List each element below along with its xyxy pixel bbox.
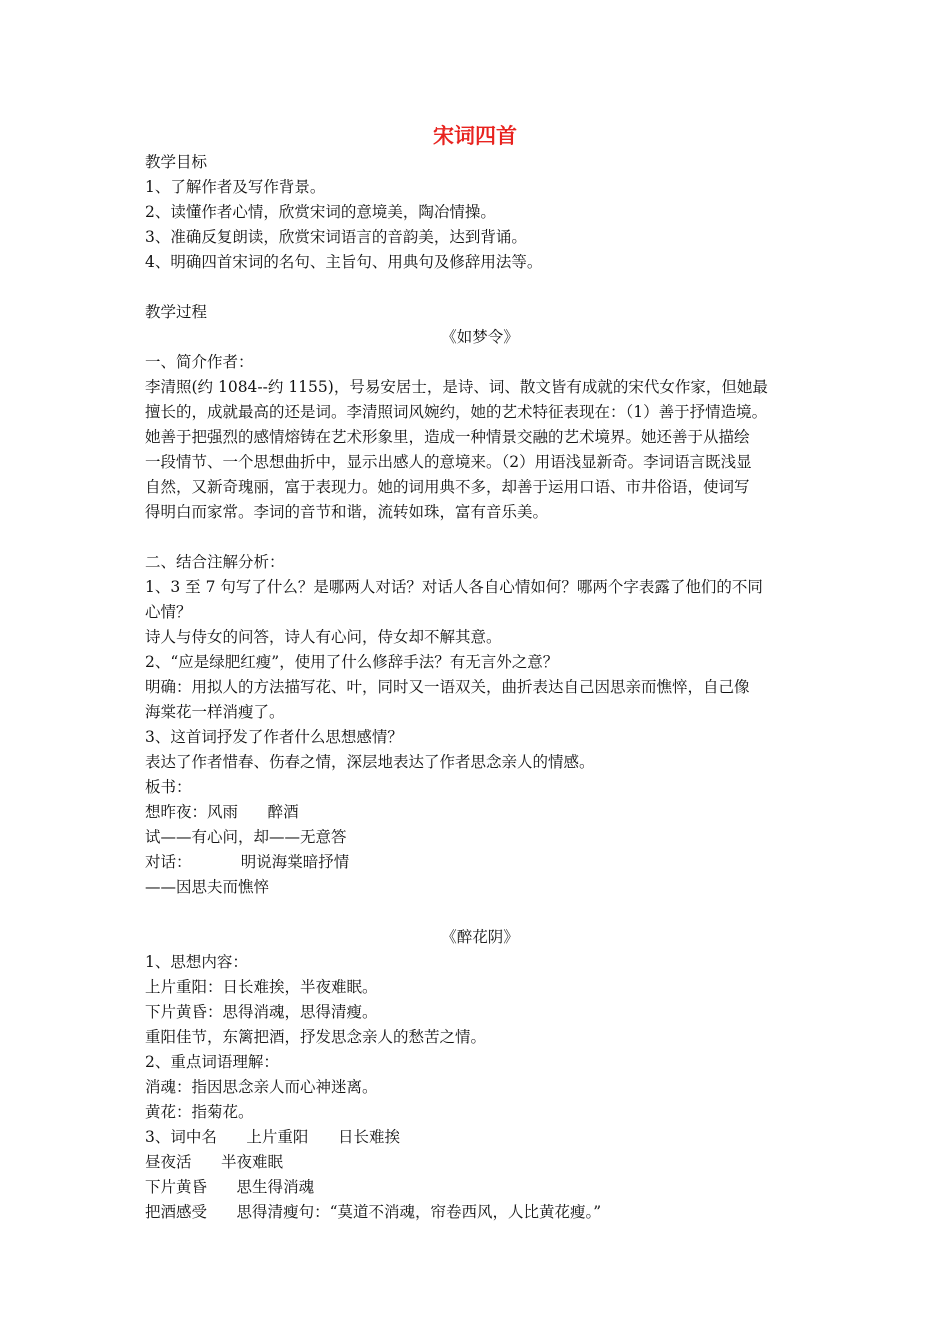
paragraph-line: 她善于把强烈的感情熔铸在艺术形象里，造成一种情景交融的艺术境界。她还善于从描绘 bbox=[145, 428, 750, 446]
objective-item: 3、准确反复朗读，欣赏宋词语言的音韵美，达到背诵。 bbox=[145, 228, 527, 246]
paragraph-line: 诗人与侍女的问答，诗人有心问，侍女却不解其意。 bbox=[145, 628, 502, 646]
spacer bbox=[145, 900, 815, 925]
paragraph-line: 昼夜活 半夜难眠 bbox=[145, 1153, 284, 1171]
paragraph-line: 海棠花一样消瘦了。 bbox=[145, 703, 285, 721]
paragraph-line: 自然，又新奇瑰丽，富于表现力。她的词用典不多，却善于运用口语、市井俗语，使词写 bbox=[145, 478, 750, 496]
section-heading: 一、简介作者： bbox=[145, 353, 254, 371]
paragraph-line: 明确：用拟人的方法描写花、叶，同时又一语双关，曲折表达自己因思亲而憔悴，自己像 bbox=[145, 678, 750, 696]
paragraph-line: 1、思想内容： bbox=[145, 953, 248, 971]
paragraph-line: 消魂：指因思念亲人而心神迷离。 bbox=[145, 1078, 378, 1096]
poem-title-zuihuayin: 《醉花阴》 bbox=[441, 928, 519, 946]
objective-item: 4、明确四首宋词的名句、主旨句、用典句及修辞用法等。 bbox=[145, 253, 543, 271]
paragraph-line: 李清照(约 1084--约 1155)，号易安居士，是诗、词、散文皆有成就的宋代女作家，但她最 bbox=[145, 378, 768, 396]
paragraph-line: 板书： bbox=[145, 778, 192, 796]
paragraph-line: 下片黄昏 思生得消魂 bbox=[145, 1178, 315, 1196]
paragraph-line: 2、“应是绿肥红瘦”，使用了什么修辞手法？有无言外之意？ bbox=[145, 653, 559, 671]
paragraph-line: 3、词中名 上片重阳 日长难挨 bbox=[145, 1128, 400, 1146]
paragraph-line: 下片黄昏：思得消魂，思得清瘦。 bbox=[145, 1003, 378, 1021]
paragraph-line: 擅长的，成就最高的还是词。李清照词风婉约，她的艺术特征表现在：（1）善于抒情造境。 bbox=[145, 403, 768, 421]
paragraph-line: 重阳佳节，东篱把酒，抒发思念亲人的愁苦之情。 bbox=[145, 1028, 487, 1046]
paragraph-line: 2、重点词语理解： bbox=[145, 1053, 279, 1071]
spacer bbox=[145, 275, 815, 300]
objectives-heading: 教学目标 bbox=[145, 153, 208, 171]
paragraph-line: 把酒感受 思得清瘦句：“莫道不消魂，帘卷西风，人比黄花瘦。” bbox=[145, 1203, 602, 1221]
paragraph-line: ——因思夫而憔悴 bbox=[145, 878, 270, 896]
paragraph-line: 得明白而家常。李词的音节和谐，流转如珠，富有音乐美。 bbox=[145, 503, 549, 521]
paragraph-line: 想昨夜：风雨 醉酒 bbox=[145, 803, 299, 821]
paragraph-line: 心情？ bbox=[145, 603, 192, 621]
objective-item: 2、读懂作者心情，欣赏宋词的意境美，陶冶情操。 bbox=[145, 203, 496, 221]
paragraph-line: 对话： 明说海棠暗抒情 bbox=[145, 853, 350, 871]
paragraph-line: 黄花：指菊花。 bbox=[145, 1103, 254, 1121]
paragraph-line: 表达了作者惜春、伤春之情，深层地表达了作者思念亲人的情感。 bbox=[145, 753, 595, 771]
poem-title-rumengling: 《如梦令》 bbox=[441, 328, 519, 346]
spacer bbox=[145, 525, 815, 550]
process-heading: 教学过程 bbox=[145, 303, 208, 321]
document-title: 宋词四首 bbox=[433, 124, 517, 148]
paragraph-line: 试——有心问，却——无意答 bbox=[145, 828, 347, 846]
paragraph-line: 上片重阳：日长难挨，半夜难眠。 bbox=[145, 978, 378, 996]
objective-item: 1、了解作者及写作背景。 bbox=[145, 178, 326, 196]
section-heading: 二、结合注解分析： bbox=[145, 553, 285, 571]
paragraph-line: 一段情节、一个思想曲折中，显示出感人的意境来。（2）用语浅显新奇。李词语言既浅显 bbox=[145, 453, 752, 471]
paragraph-line: 1、3 至 7 句写了什么？是哪两人对话？对话人各自心情如何？哪两个字表露了他们的不同 bbox=[145, 578, 763, 596]
document-body bbox=[145, 150, 815, 1225]
paragraph-line: 3、这首词抒发了作者什么思想感情？ bbox=[145, 728, 403, 746]
